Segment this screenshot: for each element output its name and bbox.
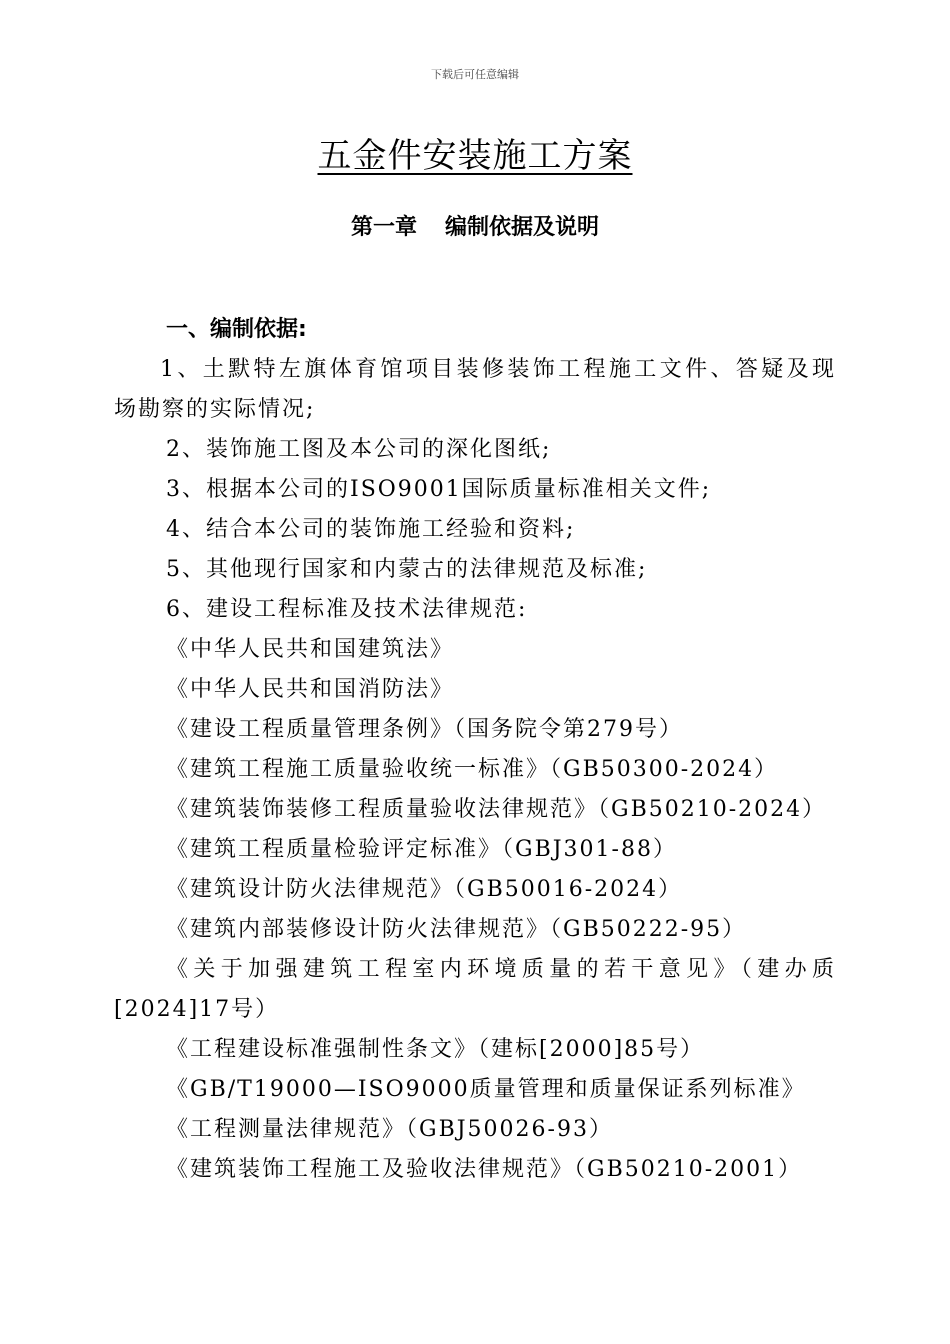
standard-item: 《工程测量法律规范》（GBJ50026-93） (166, 1117, 613, 1142)
chapter-name: 编制依据及说明 (445, 215, 600, 240)
standard-item: 《建设工程质量管理条例》（国务院令第279号） (166, 717, 683, 742)
list-item: 2、装饰施工图及本公司的深化图纸; (166, 437, 552, 462)
standard-item-continuation: [2024]17号） (114, 997, 280, 1022)
standard-item: 《建筑工程施工质量验收统一标准》（GB50300-2024） (166, 757, 779, 782)
standard-item: 《建筑设计防火法律规范》（GB50016-2024） (166, 877, 683, 902)
chapter-title (0, 210, 950, 241)
standard-item: 《建筑装饰装修工程质量验收法律规范》（GB50210-2024） (166, 797, 827, 822)
list-item: 4、结合本公司的装饰施工经验和资料; (166, 517, 576, 542)
document-title: 五金件安装施工方案 (317, 136, 633, 176)
standard-item: 《中华人民共和国建筑法》 (166, 637, 455, 662)
standard-item: 《建筑装饰工程施工及验收法律规范》（GB50210-2001） (166, 1157, 803, 1182)
header-note: 下载后可任意编辑 (431, 68, 519, 81)
list-item: 3、根据本公司的ISO9001国际质量标准相关文件; (166, 477, 712, 502)
chapter-number: 第一章 (350, 215, 417, 240)
section-heading: 一、编制依据: (166, 317, 307, 342)
list-item-continuation: 场勘察的实际情况; (114, 397, 316, 422)
standard-item: 《中华人民共和国消防法》 (166, 677, 455, 702)
list-item: 6、建设工程标准及技术法律规范: (166, 597, 528, 622)
list-item: 5、其他现行国家和内蒙古的法律规范及标准; (166, 557, 648, 582)
standard-item: 《工程建设标准强制性条文》（建标[2000]85号） (166, 1037, 705, 1062)
document-body (114, 350, 836, 1190)
standard-item: 《关于加强建筑工程室内环境质量的若干意见》（建办质 (166, 957, 836, 982)
list-item: 1、土默特左旗体育馆项目装修装饰工程施工文件、答疑及现 (160, 357, 836, 382)
standard-item: 《建筑内部装修设计防火法律规范》（GB50222-95） (166, 917, 747, 942)
standard-item: 《GB/T19000—ISO9000质量管理和质量保证系列标准》 (166, 1077, 806, 1102)
standard-item: 《建筑工程质量检验评定标准》（GBJ301-88） (166, 837, 677, 862)
